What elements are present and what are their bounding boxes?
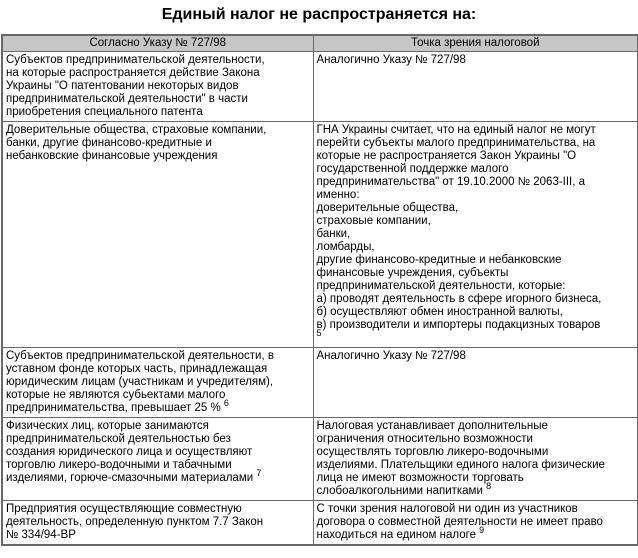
- table-body: [2, 52, 638, 546]
- footnote-ref: 6: [223, 398, 229, 409]
- table-cell-left: Доверительные общества, страховые компании, банки, другие финансово-кредитные и небанковские финансовые учреждения: [2, 122, 313, 348]
- column-header-decree: Согласно Указу № 727/98: [2, 35, 313, 52]
- table-row: [2, 348, 638, 418]
- table-header-row: [2, 35, 638, 52]
- table-row: [2, 501, 638, 546]
- table-cell-right: С точки зрения налоговой ни один из участников договора о совместной деятельности не имеет право находиться на едином налоге $^9$: [313, 501, 638, 546]
- table-cell-right: Аналогично Указу № 727/98: [313, 348, 638, 418]
- comparison-table: [1, 34, 638, 546]
- table-row: [2, 52, 638, 122]
- table-row: [2, 122, 638, 348]
- table-cell-right: Аналогично Указу № 727/98: [313, 52, 638, 122]
- table-cell-right: ГНА Украины считает, что на единый налог не могут перейти субъекты малого предпринимательства, на которые не распространяется Закон Украины "О государственной поддержке малого предпринимательства" от 19.10.2000 № 2063-III, а именно: доверительные общества, страховые компании, банки, ломбарды, другие финансово-кредитные и небанковские финансовые учреждения, субъекты предпринимательской деятельности, которые: а) проводят деятельность в сфере игорного бизнеса, б) осуществляют обмен иностранной валюты, в) производители и импортеры подакцизных товаров $^5$: [313, 122, 638, 348]
- table-row: [2, 418, 638, 501]
- footnote-ref: 8: [486, 481, 492, 492]
- table-cell-left: Субъектов предпринимательской деятельности, на которые распространяется действие Закона Украины "О патентовании некоторых видов предпринимательской деятельности" в части приобретения специального патента: [2, 52, 313, 122]
- table-cell-left: Предприятия осуществляющие совместную деятельность, определенную пунктом 7.7 Закон № 334/94-ВР: [2, 501, 313, 546]
- footnote-ref: 9: [479, 525, 485, 536]
- column-header-tax-view: Точка зрения налоговой: [313, 35, 638, 52]
- footnote-ref: 5: [316, 328, 322, 339]
- footnote-ref: 7: [256, 468, 262, 479]
- page-title: Единый налог не распространяется на:: [161, 6, 477, 23]
- table-cell-right: Налоговая устанавливает дополнительные ограничения относительно возможности осуществлять торговлю ликеро-водочными изделиями. Плательщики единого налога физические лица не имеют возможности торговать слобоалкогольними напитками $^8$: [313, 418, 638, 501]
- table-cell-left: Физических лиц, которые занимаются предпринимательской деятельностью без создания юридического лица и осуществляют торговлю ликеро-водочными и табачными изделиями, горюче-смазочными материалами $^7$: [2, 418, 313, 501]
- table-cell-left: Субъектов предпринимательской деятельности, в уставном фонде которых часть, принадлежащая юридическим лицам (участникам и учредителям), которые не являются субьектами малого предпринимательства, превышает 25 % $^6$: [2, 348, 313, 418]
